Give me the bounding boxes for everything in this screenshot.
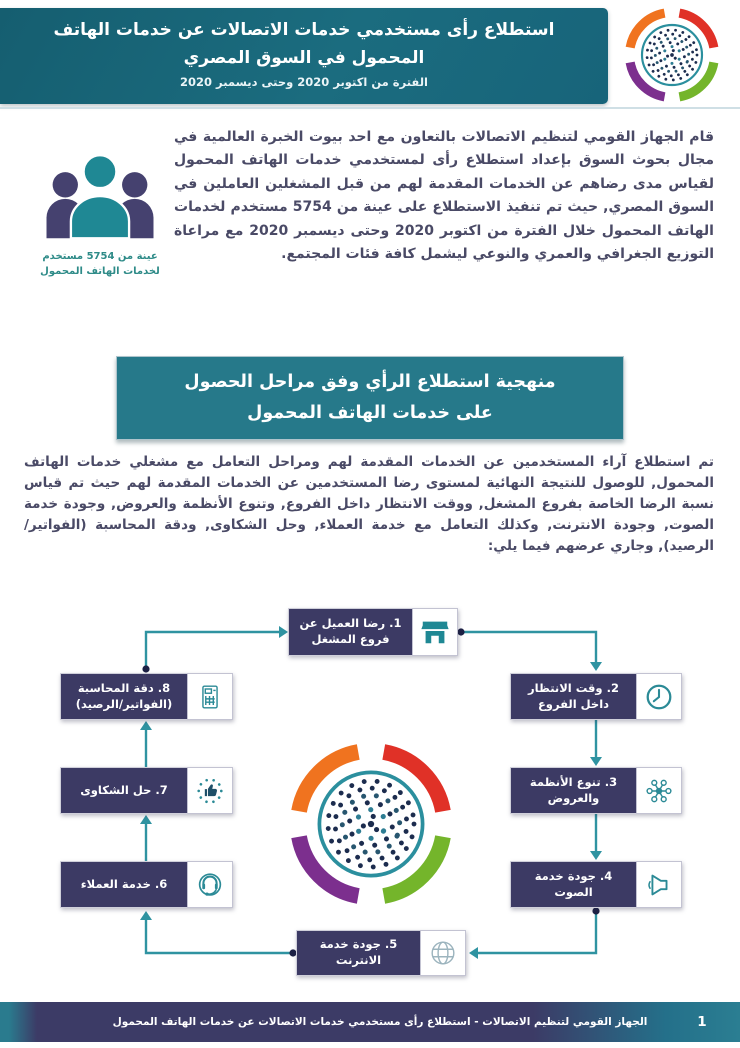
page-title-line2: المحمول في السوق المصري [183,47,425,68]
clock-icon [636,673,682,720]
center-logo-icon [285,738,457,910]
step-label: 1. رضا العميل عن فروع المشغل [288,608,412,656]
sample-caption [26,249,174,279]
footer-text: الجهاز القومي لتنظيم الاتصالات - استطلاع رأى مستخدمي خدمات الاتصالات عن خدمات الهاتف المحمول [112,1016,648,1028]
methodology-title-line2: على خدمات الهاتف المحمول [247,403,493,424]
diagram-step-8 [60,673,233,720]
diagram-step-5 [296,930,466,976]
headset-icon [187,861,233,908]
flow-diagram [0,600,740,1000]
sample-caption-line1: عينة من 5754 مستخدم [42,251,158,262]
diagram-step-2 [510,673,682,720]
intro-paragraph: قام الجهاز القومي لتنظيم الاتصالات بالتعاون مع احد بيوت الخبرة العالمية في مجال بحوث السوق بإعداد استطلاع رأى لمستخدمي خدمات الهاتف المحمول لقياس مدى رضاهم عن الخدمات المقدمة لهم من قبل المشغلين العاملين في السوق المصري, حيث تم تنفيذ الاستطلاع على عينة من 5754 مستخدم لخدمات الهاتف المحمول خلال الفترة من اكتوبر 2020 وحتى ديسمبر 2020 مع مراعاة التوزيع الجغرافي والعمري والنوعي ليشمل كافة فئات المجتمع. [174,129,714,262]
sample-caption-line2: لخدمات الهاتف المحمول [40,266,160,277]
report-period: الفترة من اكتوبر 2020 وحتى ديسمبر 2020 [180,75,428,90]
step-label: 4. جودة خدمة الصوت [510,861,636,908]
network-icon [636,767,682,814]
diagram-step-6 [60,861,233,908]
diagram-step-4 [510,861,682,908]
header-divider [0,107,740,109]
calculator-icon [187,673,233,720]
step-label: 6. خدمة العملاء [60,861,187,908]
step-label: 3. تنوع الأنظمة والعروض [510,767,636,814]
page-number: 1 [697,1014,707,1030]
ntra-logo-icon [622,5,722,105]
diagram-step-1 [288,608,458,656]
methodology-banner [116,356,624,440]
header-banner [0,8,608,104]
diagram-step-7 [60,767,233,814]
page-title-line1: استطلاع رأى مستخدمي خدمات الاتصالات عن خدمات الهاتف [53,20,555,40]
methodology-title-line1: منهجية استطلاع الرأي وفق مراحل الحصول [184,372,556,392]
people-icon [39,150,161,244]
footer-bar [0,1002,740,1042]
thumbs-up-icon [187,767,233,814]
speaker-icon [636,861,682,908]
step-label: 5. جودة خدمة الانترنت [296,930,420,976]
step-label: 7. حل الشكاوى [60,767,187,814]
sample-figure [26,150,174,279]
step-label: 2. وقت الانتظار داخل الفروع [510,673,636,720]
step-label: 8. دقة المحاسبة (الفواتير/الرصيد) [60,673,187,720]
globe-icon [420,930,466,976]
storefront-icon [412,608,458,656]
diagram-step-3 [510,767,682,814]
methodology-paragraph: تم استطلاع آراء المستخدمين عن الخدمات المقدمة لهم ومراحل التعامل مع مشغلي خدمات الهاتف المحمول, للوصول للنتيجة النهائية لمستوى رضا المستخدمين عن الخدمات المقدمة لهم حيث تم قياس نسبة الرضا الخاصة بفروع المشغل, ووقت الانتظار داخل الفروع, وتنوع الأنظمة والعروض, وجودة خدمة الصوت, وجودة الانترنت, وكذلك التعامل مع خدمة العملاء, وحل الشكاوى, ودقة المحاسبة (الفواتير/الرصيد), وجاري عرضهم فيما يلي: [24,454,714,555]
